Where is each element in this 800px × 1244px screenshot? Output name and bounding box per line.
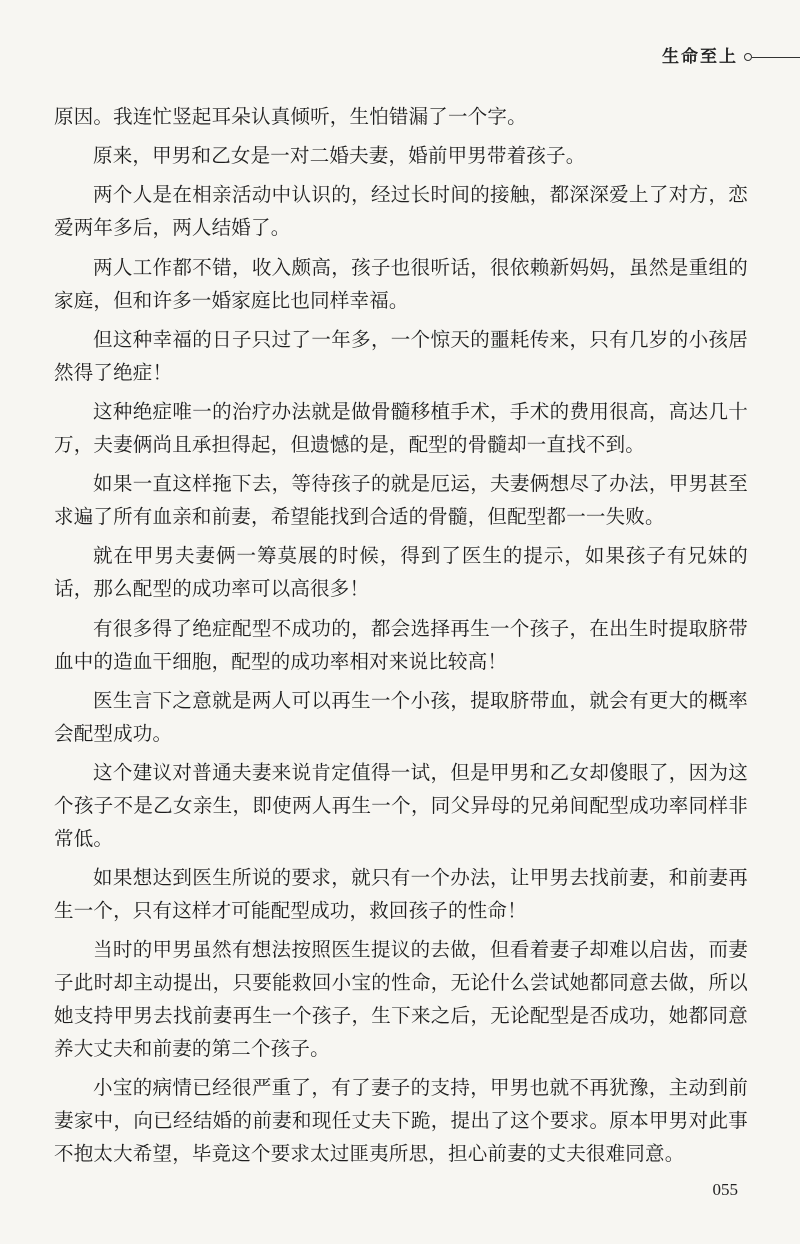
paragraph: 但这种幸福的日子只过了一年多，一个惊天的噩耗传来，只有几岁的小孩居然得了绝症！ xyxy=(54,327,748,384)
paragraph: 两人工作都不错，收入颇高，孩子也很听话，很依赖新妈妈，虽然是重组的家庭，但和许多一婚家庭比也同样幸福。 xyxy=(54,255,748,312)
header-circle-ornament xyxy=(744,53,752,61)
paragraph: 如果一直这样拖下去，等待孩子的就是厄运，夫妻俩想尽了办法，甲男甚至求遍了所有血亲和前妻，希望能找到合适的骨髓，但配型都一一失败。 xyxy=(54,472,748,529)
chapter-title: 生命至上 xyxy=(662,47,738,67)
paragraph: 医生言下之意就是两人可以再生一个小孩，提取脐带血，就会有更大的概率会配型成功。 xyxy=(54,688,748,745)
paragraph: 两个人是在相亲活动中认识的，经过长时间的接触，都深深爱上了对方，恋爱两年多后，两人结婚了。 xyxy=(54,183,748,240)
paragraph: 当时的甲男虽然有想法按照医生提议的去做，但看着妻子却难以启齿，而妻子此时却主动提出，只要能救回小宝的性命，无论什么尝试她都同意去做，所以她支持甲男去找前妻再生一个孩子，生下来之后，无论配型是否成功，她都同意养大丈夫和前妻的第二个孩子。 xyxy=(54,938,748,1061)
paragraph: 原来，甲男和乙女是一对二婚夫妻，婚前甲男带着孩子。 xyxy=(93,144,586,168)
page-body xyxy=(54,100,748,1177)
page-number: 055 xyxy=(712,1180,738,1199)
running-header xyxy=(0,44,800,74)
paragraph: 如果想达到医生所说的要求，就只有一个办法，让甲男去找前妻，和前妻再生一个，只有这样才可能配型成功，救回孩子的性命！ xyxy=(54,866,748,923)
paragraph: 这种绝症唯一的治疗办法就是做骨髓移植手术，手术的费用很高，高达几十万，夫妻俩尚且承担得起，但遗憾的是，配型的骨髓却一直找不到。 xyxy=(54,399,748,456)
paragraph: 有很多得了绝症配型不成功的，都会选择再生一个孩子，在出生时提取脐带血中的造血干细胞，配型的成功率相对来说比较高！ xyxy=(54,616,748,673)
paragraph: 这个建议对普通夫妻来说肯定值得一试，但是甲男和乙女却傻眼了，因为这个孩子不是乙女亲生，即使两人再生一个，同父异母的兄弟间配型成功率同样非常低。 xyxy=(54,760,748,850)
paragraph-continuation: 原因。我连忙竖起耳朵认真倾听，生怕错漏了一个字。 xyxy=(54,105,527,128)
paragraph: 就在甲男夫妻俩一筹莫展的时候，得到了医生的提示，如果孩子有兄妹的话，那么配型的成功率可以高很多！ xyxy=(54,544,748,601)
header-rule xyxy=(752,57,800,58)
paragraph: 小宝的病情已经很严重了，有了妻子的支持，甲男也就不再犹豫，主动到前妻家中，向已经结婚的前妻和现任丈夫下跪，提出了这个要求。原本甲男对此事不抱太大希望，毕竟这个要求太过匪夷所思，担心前妻的丈夫很难同意。 xyxy=(54,1076,748,1166)
